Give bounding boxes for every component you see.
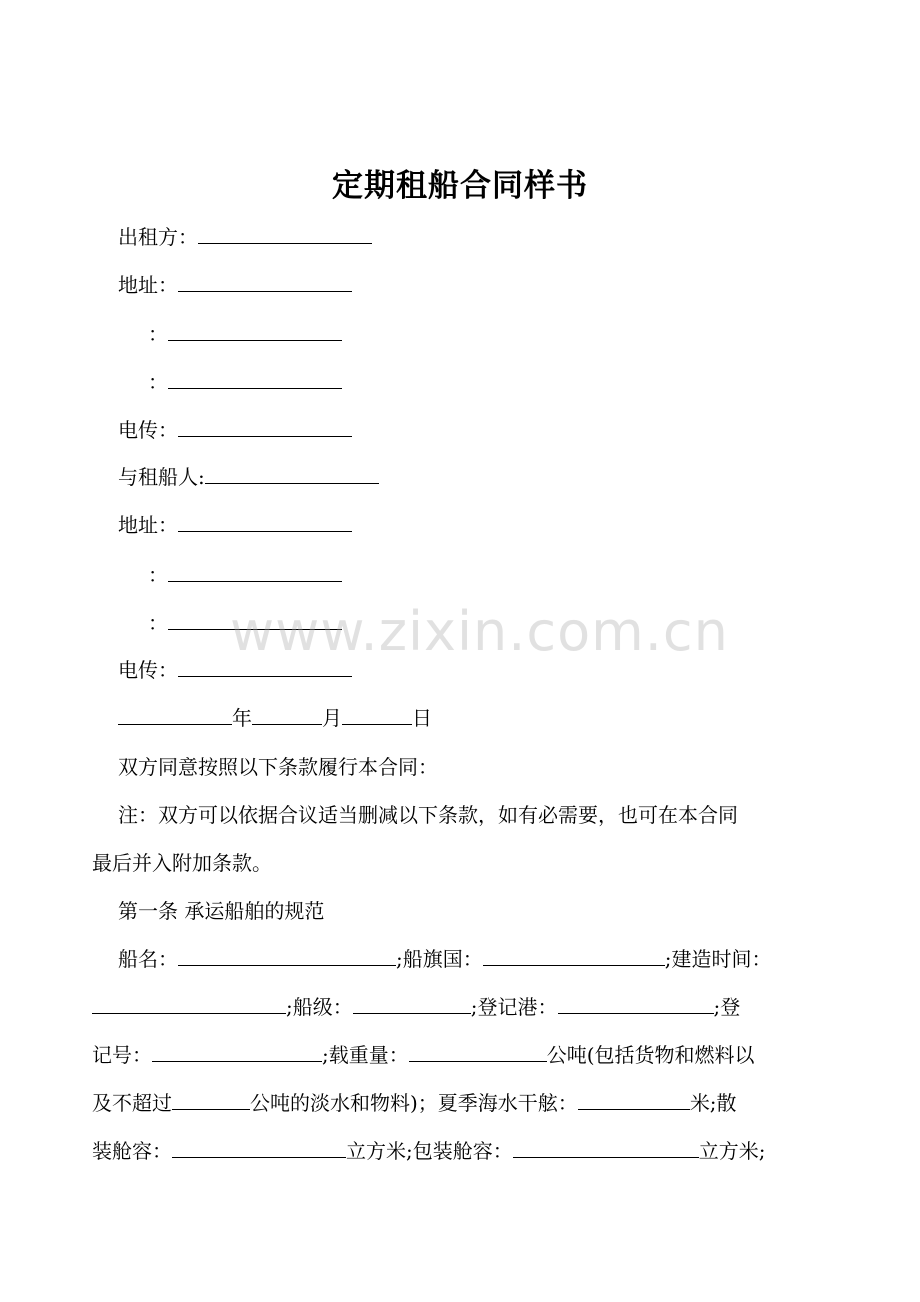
charterer-address-blank (178, 511, 352, 532)
freeboard-blank (578, 1089, 690, 1110)
article1-line-5 (92, 1136, 766, 1166)
article1-line-1 (118, 944, 772, 974)
document-title: 定期租船合同样书 (332, 168, 588, 204)
ship-name-blank (178, 945, 396, 966)
charterer-extra-label-2: ： (148, 611, 168, 635)
note-line-1: 注：双方可以依据合议适当删减以下条款，如有必需要，也可在本合同 (118, 803, 738, 827)
article1-line-2 (92, 992, 740, 1022)
agreement-line: 双方同意按照以下条款履行本合同： (118, 755, 438, 779)
bulk-capacity-label: 装舱容： (92, 1139, 172, 1163)
lessor-extra-label-2: ： (148, 370, 168, 394)
article1-line-3 (92, 1040, 755, 1070)
not-exceed-label: 及不超过 (92, 1091, 172, 1115)
dwt-label: ;载重量： (322, 1043, 409, 1067)
tons-label: 公吨(包括货物和燃料以 (546, 1043, 755, 1067)
charterer-extra-line-1 (148, 560, 342, 590)
bulk-capacity-blank (172, 1137, 346, 1158)
flag-blank (483, 945, 665, 966)
class-blank (353, 993, 471, 1014)
lessor-label: 出租方： (118, 225, 198, 249)
flag-label: ;船旗国： (396, 947, 483, 971)
fresh-water-blank (172, 1089, 250, 1110)
charterer-extra-label-1: ： (148, 563, 168, 587)
day-label: 日 (412, 706, 432, 730)
lessor-extra-line-1 (148, 319, 342, 349)
port-blank (558, 993, 714, 1014)
article1-title: 第一条 承运船舶的规范 (118, 899, 325, 923)
dwt-blank (409, 1041, 547, 1062)
reg-no-blank (152, 1041, 322, 1062)
lessor-extra-blank-2 (168, 368, 342, 389)
charterer-line (118, 462, 379, 492)
fresh-water-label: 公吨的淡水和物料)；夏季海水干舷： (250, 1091, 578, 1115)
lessor-extra-blank-1 (168, 320, 342, 341)
lessor-telex-blank (178, 416, 352, 437)
meters-label: 米;散 (689, 1091, 737, 1115)
port-label: ;登记港： (470, 995, 558, 1019)
lessor-blank (198, 223, 372, 244)
lessor-extra-line-2 (148, 367, 342, 397)
year-label: 年 (232, 706, 252, 730)
class-label: ;船级： (286, 995, 353, 1019)
lessor-extra-label-1: ： (148, 322, 168, 346)
lessor-telex-label: 电传： (118, 418, 178, 442)
watermark: www.zixin.com.cn (230, 600, 729, 663)
ship-name-label: 船名： (118, 947, 178, 971)
charterer-address-label: 地址： (118, 513, 178, 537)
charterer-extra-blank-1 (168, 561, 342, 582)
charterer-address-line (118, 510, 352, 540)
charterer-label: 与租船人: (118, 465, 205, 489)
build-time-blank (92, 993, 286, 1014)
cbm-label: 立方米; (698, 1139, 766, 1163)
year-blank (118, 704, 232, 725)
bale-capacity-label: 立方米;包装舱容： (346, 1139, 513, 1163)
date-line (118, 703, 432, 733)
month-label: 月 (322, 706, 342, 730)
bale-capacity-blank (513, 1137, 699, 1158)
lessor-telex-line (118, 415, 352, 445)
lessor-address-blank (178, 271, 352, 292)
reg-no-label-b: 记号： (92, 1043, 152, 1067)
charterer-telex-label: 电传： (118, 658, 178, 682)
lessor-address-label: 地址： (118, 273, 178, 297)
lessor-address-line (118, 270, 352, 300)
reg-no-label-a: ;登 (713, 995, 741, 1019)
article1-line-4 (92, 1088, 737, 1118)
charterer-blank (205, 463, 379, 484)
month-blank (252, 704, 322, 725)
note-line-2: 最后并入附加条款。 (92, 851, 272, 875)
lessor-line (118, 222, 372, 252)
build-time-label: ;建造时间： (664, 947, 772, 971)
day-blank (342, 704, 412, 725)
